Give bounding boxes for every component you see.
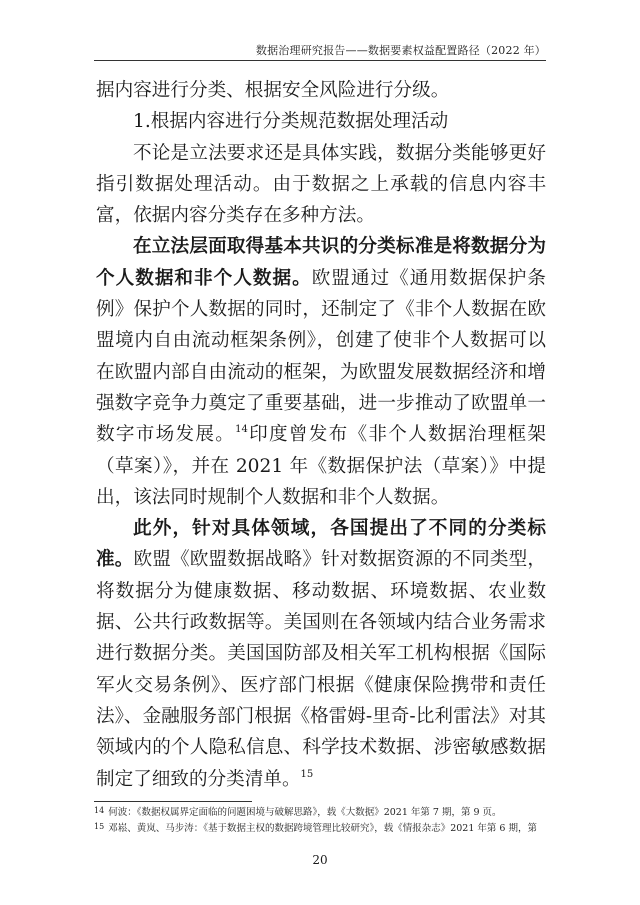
- header-rule: [94, 60, 546, 61]
- page-number: 20: [312, 853, 328, 867]
- footnotes: [94, 804, 549, 836]
- body-text: [96, 75, 546, 795]
- paragraph-text: 欧盟《欧盟数据战略》针对数据资源的不同类型，将数据分为健康数据、移动数据、环境数据、农业数据、公共行政数据等。美国则在各领域内结合业务需求进行数据分类。美国国防部及相关军工机构根据《国际军火交易条例》、医疗部门根据《健康保险携带和责任法》、金融服务部门根据《格雷姆-里奇-比利雷法》对其领域内的个人隐私信息、科学技术数据、涉密敏感数据制定了细致的分类清单。: [96, 549, 546, 790]
- paragraph-intro: 不论是立法要求还是具体实践，数据分类能够更好指引数据处理活动。由于数据之上承载的信息内容丰富，依据内容分类存在多种方法。: [96, 142, 546, 227]
- paragraph-continuation: 据内容进行分类、根据安全风险进行分级。: [96, 80, 450, 101]
- running-header: 数据治理研究报告——数据要素权益配置路径（2022 年）: [255, 44, 546, 57]
- footnote-14: [94, 804, 549, 820]
- paragraph-lead-bold: 此外，针对具体领域，各国提出了不同的分类标准。: [96, 518, 546, 571]
- footnote-ref-14[interactable]: 14: [235, 424, 248, 436]
- paragraph-personal-data: [96, 231, 546, 513]
- paragraph-sector-standards: [96, 513, 546, 795]
- section-heading: 1.根据内容进行分类规范数据处理活动: [133, 111, 449, 133]
- footnote-number: 15: [94, 822, 105, 831]
- footnote-text: 何波：《数据权属界定面临的问题困境与破解思路》，载《大数据》2021 年第 7 期，第 9 页。: [108, 807, 502, 818]
- paragraph-text: 印度曾发布《非个人数据治理框架（草案）》，并在 2021 年《数据保护法（草案）》中提出，该法同时规制个人数据和非个人数据。: [96, 424, 546, 508]
- paragraph-text: 欧盟通过《通用数据保护条例》保护个人数据的同时，还制定了《非个人数据在欧盟境内自由流动框架条例》，创建了使非个人数据可以在欧盟内部自由流动的框架，为欧盟发展数据经济和增强数字竞争力奠定了重要基础，进一步推动了欧盟单一数字市场发展。: [96, 267, 546, 446]
- footnote-number: 14: [94, 806, 105, 815]
- footnote-ref-15[interactable]: 15: [300, 768, 314, 780]
- footnote-text: 邓崧、黄岚、马步涛：《基于数据主权的数据跨境管理比较研究》，载《情报杂志》2021 年第 6 期，第: [108, 823, 537, 834]
- footnote-15: [94, 820, 549, 836]
- footnote-rule: [94, 801, 252, 802]
- paragraph-lead-bold: 在立法层面取得基本共识的分类标准是将数据分为个人数据和非个人数据。: [96, 236, 546, 289]
